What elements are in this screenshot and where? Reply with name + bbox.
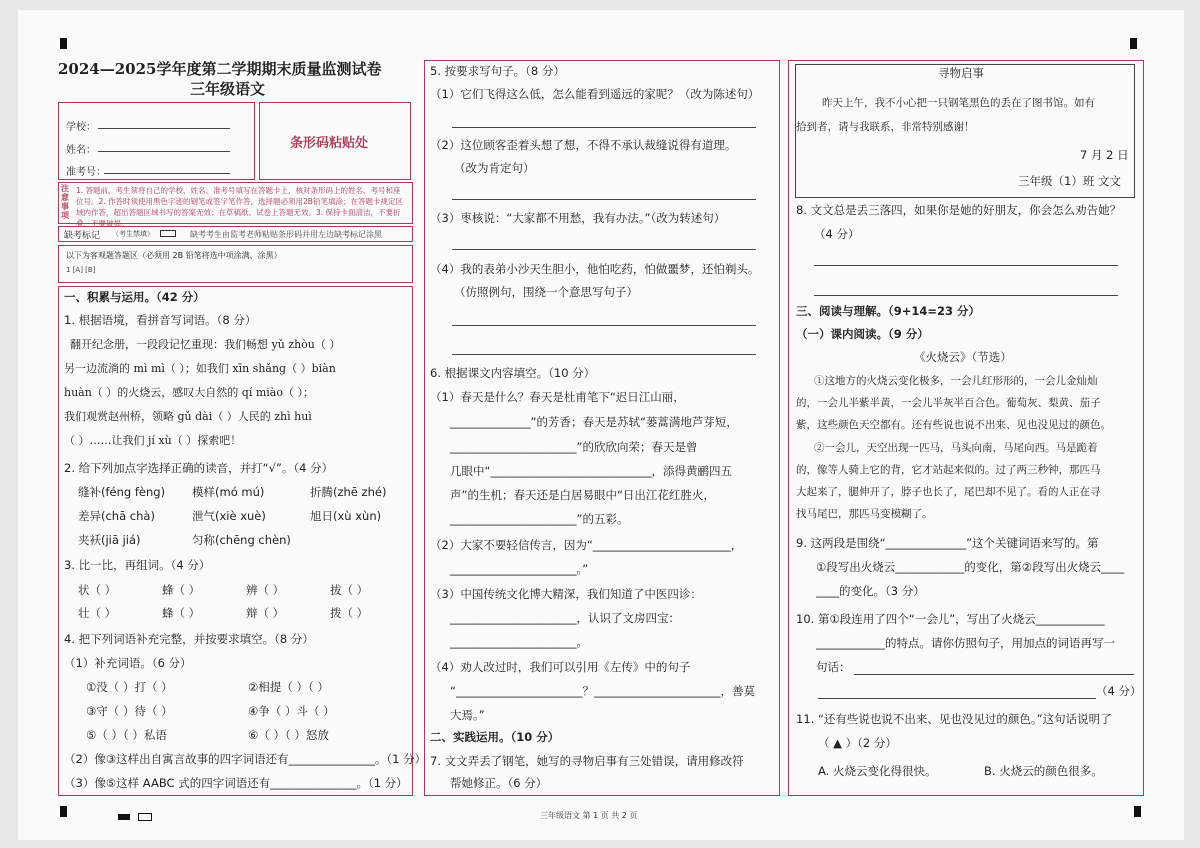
q7-stem-1: 7. 文文弄丢了钢笔，她写的寻物启事有三处错误，请用修改符 (430, 754, 744, 768)
q6-line[interactable]: 声”的生机；春天还是白居易眼中“日出江花红胜火， (450, 488, 715, 502)
q9-line-2[interactable]: ①段写出火烧云____________的变化，第②段写出火烧云____ (816, 560, 1125, 574)
q6-line[interactable]: ______________”的芳香；春天是苏轼“蒌蒿满地芦芽短， (450, 415, 738, 429)
q11-option-b[interactable]: B. 火烧云的颜色很多。 (984, 764, 1103, 778)
q5-s2b: （改为肯定句） (454, 161, 535, 175)
q8-stem-2: （4 分） (814, 227, 860, 241)
q4-sub2[interactable]: （2）像③这样出自寓言故事的四字词语还有_______________。（1 分） (64, 752, 427, 766)
q2-option[interactable]: 泄气(xiè xuè) (192, 509, 266, 523)
absent-instruction: 缺考考生由监考老师粘贴条形码并用左边缺考标记涂黑 (190, 230, 382, 239)
q4-sub1: （1）补充词语。（6 分） (64, 656, 192, 670)
absent-label: 缺考标记 (64, 231, 101, 241)
registration-mark-bottom-left (60, 806, 67, 817)
section1-heading: 一、积累与运用。（42 分） (64, 290, 205, 304)
reading1-heading: （一）课内阅读。（9 分） (796, 327, 929, 341)
q1-stem: 1. 根据语境，看拼音写词语。（8 分） (64, 313, 257, 327)
q2-option[interactable]: 夹袄(jiā jiá) (78, 533, 141, 547)
q9-line-3[interactable]: ____的变化。（3 分） (816, 584, 925, 598)
notice-text: 1. 答题前，考生须将自己的学校、姓名、准考号填写在答题卡上，核对条形码上的姓名、考号和座位号。2. 作答时须使用黑色字迹的钢笔或签字笔作答，选择题必须用2B铅笔填涂；在答题卡规定区域内作答，超出答题区域书写的答案无效；在草稿纸、试卷上答题无效。3. 保持卡面清洁，不要折叠、不要破损。 (76, 186, 403, 228)
q10-score: （4 分） (1096, 684, 1142, 698)
q2-option[interactable]: 旭日(xù xùn) (310, 509, 382, 523)
objective-options[interactable]: 1 [A] [B] (66, 266, 96, 274)
q4-cell[interactable]: ⑥（ ）（ ）怒放 (248, 728, 329, 742)
q3-cell[interactable]: 状（ ） (78, 583, 117, 597)
q3-cell[interactable]: 拔（ ） (330, 583, 369, 597)
page-mark-filled (118, 814, 130, 820)
passage-p2-line: 大起来了，腿伸开了，脖子也长了，尾巴却不见了。看的人正在寻 (796, 486, 1101, 498)
passage-title: 《火烧云》（节选） (914, 350, 1012, 364)
notice-title: 注意事项 (61, 184, 69, 220)
school-field[interactable] (98, 128, 230, 129)
absent-checkbox[interactable] (160, 230, 176, 237)
q5-s1: （1）它们飞得这么低，怎么能看到遥远的家呢？（改为陈述句） (430, 87, 760, 101)
passage-p1-line: ①这地方的火烧云变化极多，一会儿红形形的，一会儿金灿灿 (814, 375, 1098, 387)
q1-line-1: 翻开纪念册，一段段记忆重现：我们畅想 yǔ zhòu（ ） (70, 338, 341, 351)
q4-cell[interactable]: ④争（ ）斗（ ） (248, 704, 335, 718)
q3-cell[interactable]: 蜂（ ） (162, 583, 201, 597)
page-footer: 三年级语文 第 1 页 共 2 页 (540, 811, 638, 820)
q6-line[interactable]: “______________________？______________________，善莫 (450, 684, 755, 698)
registration-mark-top-left (60, 38, 67, 49)
q4-cell[interactable]: ②相提（ ）（ ） (248, 680, 329, 694)
q6-line[interactable]: ______________________”的欣欣向荣；春天是曾 (450, 440, 698, 454)
lost-notice-body-1: 昨天上午，我不小心把一只钢笔黑色的丢在了图书馆。如有 (822, 97, 1095, 109)
name-field[interactable] (98, 151, 230, 152)
q6-line[interactable]: ______________________，认识了文房四宝： (450, 611, 680, 625)
passage-p2-line: 找马尾巴，那匹马变模糊了。 (796, 508, 933, 520)
q5-answer-line-3[interactable] (452, 249, 756, 250)
q11-answer[interactable]: （ ▲ ）（2 分） (818, 736, 897, 750)
q8-stem-1: 8. 文文总是丢三落四，如果你是她的好朋友，你会怎么劝告她？ (796, 203, 1122, 217)
lost-notice-body-2: 拾到者，请与我联系，非常特别感谢！ (796, 121, 975, 133)
q3-stem: 3. 比一比，再组词。（4 分） (64, 558, 211, 572)
q6-line: 大焉。” (450, 708, 485, 722)
q5-s4b: （仿照例句，围绕一个意思写句子） (454, 285, 638, 299)
q4-cell[interactable]: ⑤（ ）（ ）私语 (86, 728, 167, 742)
exam-id-field[interactable] (104, 173, 230, 174)
exam-id-label: 准考号： (66, 167, 106, 178)
section2-heading: 二、实践运用。（10 分） (430, 730, 560, 744)
q1-line-5: （ ）……让我们 jí xù（ ）探索吧！ (64, 434, 242, 447)
barcode-label: 条形码粘贴处 (290, 136, 369, 151)
q11-option-a[interactable]: A. 火烧云变化得很快。 (818, 764, 937, 778)
q5-s2a: （2）这位顾客歪着头想了想，不得不承认裁缝说得有道理。 (430, 138, 737, 152)
q5-answer-line-5[interactable] (452, 354, 756, 355)
q9-line-1[interactable]: 9. 这两段是围绕“______________”这个关键词语来写的。第 (796, 536, 1099, 550)
q8-answer-line-1[interactable] (814, 265, 1118, 266)
q6-line[interactable]: （2）大家不要轻信传言，因为“________________________， (430, 538, 743, 552)
lost-notice-sign: 三年级（1）班 文文 (1018, 174, 1121, 188)
q1-line-2: 另一边流淌的 mì mì（ ）；如我们 xīn shǎng（ ）biàn (64, 362, 336, 375)
q6-line[interactable]: （3）中国传统文化博大精深，我们知道了中医四诊： (430, 587, 702, 601)
q6-line[interactable]: ______________________。” (450, 562, 589, 576)
lost-notice-date: 7 月 2 日 (1080, 148, 1129, 162)
registration-mark-top-right (1130, 38, 1137, 49)
q3-cell[interactable]: 辩（ ） (246, 606, 285, 620)
q10-answer-line-1[interactable] (854, 674, 1134, 675)
passage-p1-line: 紫，这些颜色天空都有。还有些说也说不出来、见也没见过的颜色。 (796, 419, 1111, 431)
q4-sub3[interactable]: （3）像⑤这样 AABC 式的四字词语还有_______________。（1 分） (64, 776, 408, 790)
q4-stem: 4. 把下列词语补充完整，并按要求填空。（8 分） (64, 632, 314, 646)
q10-answer-line-2[interactable] (818, 698, 1096, 699)
q11-stem: 11. “还有些说也说不出来、见也没见过的颜色。”这句话说明了 (796, 712, 1112, 726)
registration-mark-bottom-right (1134, 806, 1141, 817)
q1-line-4: 我们观赏赵州桥，领略 gǔ dài（ ）人民的 zhì huì (64, 410, 312, 423)
q3-cell[interactable]: 辨（ ） (246, 583, 285, 597)
q1-line-3: huàn（ ）的火烧云，感叹大自然的 qí miào（ ）； (64, 386, 314, 399)
q6-line[interactable]: 几眼中“____________________________，添得黄鹂四五 (450, 464, 732, 478)
q3-cell[interactable]: 拨（ ） (330, 606, 369, 620)
q10-line-1[interactable]: 10. 第①段连用了四个“一会儿”，写出了火烧云____________ (796, 612, 1105, 626)
q5-stem: 5. 按要求写句子。（8 分） (430, 64, 565, 78)
q10-line-3: 句话： (816, 660, 851, 674)
q4-cell[interactable]: ③守（ ）待（ ） (86, 704, 173, 718)
name-label: 姓名： (66, 145, 96, 156)
passage-p2-line: 的，像等人骑上它的背，它才站起来似的。过了两三秒钟，那匹马 (796, 464, 1101, 476)
section3-heading: 三、阅读与理解。（9+14=23 分） (796, 304, 981, 318)
q2-option[interactable]: 匀称(chēng chèn) (192, 533, 291, 547)
school-label: 学校： (66, 122, 96, 133)
passage-p1-line: 的，一会儿半紫半黄，一会儿半灰半百合色。葡萄灰、梨黄、茄子 (796, 397, 1101, 409)
q5-s4a: （4）我的表弟小沙天生胆小，他怕吃药，怕做噩梦，还怕剃头。 (430, 262, 760, 276)
page-mark-empty (138, 813, 152, 821)
q5-answer-line-4[interactable] (452, 325, 756, 326)
q7-stem-2: 帮她修正。（6 分） (450, 776, 548, 790)
objective-instruction: 以下为客观题答题区（必须用 2B 铅笔将选中项涂满、涂黑） (66, 251, 282, 260)
q2-option[interactable]: 缝补(féng fèng) (78, 485, 166, 499)
q6-line[interactable]: （1）春天是什么？春天是杜甫笔下“迟日江山丽， (430, 390, 685, 404)
q6-stem: 6. 根据课文内容填空。（10 分） (430, 366, 596, 380)
absent-hint: （考生禁填） (112, 230, 154, 238)
q3-cell[interactable]: 壮（ ） (78, 606, 117, 620)
q3-cell[interactable]: 蜂（ ） (162, 606, 201, 620)
q2-option[interactable]: 差异(chā chà) (78, 509, 155, 523)
q8-answer-line-2[interactable] (814, 295, 1118, 296)
q10-line-2[interactable]: ____________的特点。请你仿照句子，用加点的词语再写一 (816, 636, 1115, 650)
q5-answer-line-2[interactable] (452, 199, 756, 200)
exam-subtitle: 三年级语文 (190, 80, 266, 98)
q6-line[interactable]: ______________________。 (450, 635, 588, 649)
q4-cell[interactable]: ①没（ ）打（ ） (86, 680, 173, 694)
q6-line[interactable]: ______________________”的五彩。 (450, 512, 629, 526)
exam-title: 2024—2025学年度第二学期期末质量监测试卷 (58, 60, 382, 78)
q2-stem: 2. 给下列加点字选择正确的读音，并打“√”。（4 分） (64, 461, 334, 475)
q2-option[interactable]: 折腾(zhē zhé) (310, 485, 387, 499)
q2-option[interactable]: 模样(mó mú) (192, 485, 265, 499)
lost-notice-title: 寻物启事 (938, 66, 984, 80)
q6-line[interactable]: （4）劝人改过时，我们可以引用《左传》中的句子 (430, 660, 691, 674)
q5-answer-line-1[interactable] (452, 127, 756, 128)
q5-s3: （3）枣核说：“大家都不用愁，我有办法。”（改为转述句） (430, 211, 726, 225)
passage-p2-line: ②一会儿，天空出现一匹马，马头向南，马尾向西。马是跪着 (814, 442, 1098, 454)
